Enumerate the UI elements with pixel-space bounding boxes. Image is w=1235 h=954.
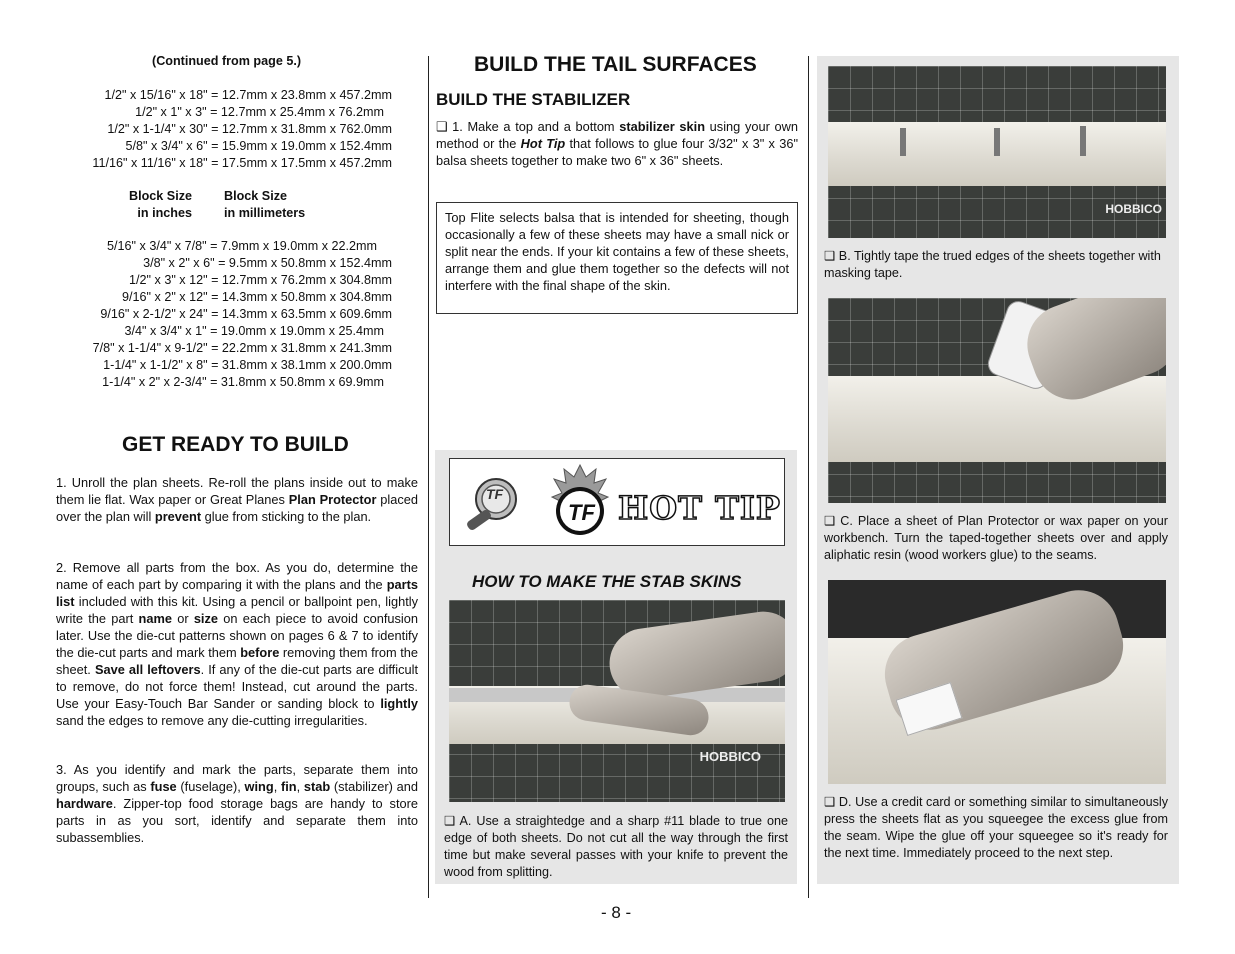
conversion-row: 3/4" x 3/4" x 1" = 19.0mm x 19.0mm x 25.4mm (124, 324, 384, 338)
conversion-row: 11/16" x 11/16" x 18" = 17.5mm x 17.5mm x 457.2mm (92, 156, 392, 170)
conversion-row: 5/16" x 3/4" x 7/8" = 7.9mm x 19.0mm x 22.2mm (107, 239, 377, 253)
conversion-row: 9/16" x 2-1/2" x 24" = 14.3mm x 63.5mm x 609.6mm (100, 307, 392, 321)
block-size-header-inches: Block Size in inches (129, 189, 192, 220)
hot-tip-logo: HOT TIP (618, 489, 781, 527)
photo-b (828, 66, 1166, 238)
note-text: Top Flite selects balsa that is intended for sheeting, though occasionally a few of these sheets may have a small nick or split near the ends. If your kit contains a few of these sheets, arrange them and glue them together so the defects will not interfere with the final shape of the skin. (445, 210, 789, 293)
tf-logo: TF (568, 500, 595, 525)
tape-strip (994, 128, 1000, 156)
tape-strip (900, 128, 906, 156)
conversion-row: 1-1/4" x 2" x 2-3/4" = 31.8mm x 50.8mm x 69.9mm (102, 375, 384, 389)
hot-tip-heading: HOW TO MAKE THE STAB SKINS (472, 572, 742, 591)
conversion-row: 9/16" x 2" x 12" = 14.3mm x 50.8mm x 304.8mm (122, 290, 392, 304)
conversion-row: 1/2" x 15/16" x 18" = 12.7mm x 23.8mm x 457.2mm (104, 88, 392, 102)
conversion-row: 1-1/4" x 1-1/2" x 8" = 31.8mm x 38.1mm x 200.0mm (103, 358, 392, 372)
magnifier-tf-icon (458, 467, 534, 543)
section-title: BUILD THE TAIL SURFACES (474, 53, 757, 76)
column-divider-2 (808, 56, 809, 898)
continued-note: (Continued from page 5.) (152, 54, 302, 68)
page-number: - 8 - (601, 903, 632, 922)
get-ready-title: GET READY TO BUILD (122, 433, 349, 456)
conversion-row: 5/8" x 3/4" x 6" = 15.9mm x 19.0mm x 152.4mm (125, 139, 392, 153)
paragraph-3: 3. As you identify and mark the parts, separate them into groups, such as fuse (fuselage), wing, fin, stab (stabilizer) and hardware. Zipper-top food storage bags are handy to store parts in as you sort, identify and separate them into subassemblies. (56, 762, 418, 845)
tape-strip (1080, 126, 1086, 156)
mat-brand: HOBBICO (699, 749, 761, 764)
paragraph-2: 2. Remove all parts from the box. As you do, determine the name of each part by comparing it with the plans and the parts list included with this kit. Using a pencil or ballpoint pen, lightly write the part name or size on each piece to avoid confusion later. Use the die-cut patterns shown on pages 6 & 7 to identify the die-cut parts and mark them before removing them from the sheet. Save all leftovers. If any of the die-cut parts are difficult to remove, do not force them! Instead, cut around the parts. Use your Easy-Touch Bar Sander or sanding block to lightly sand the edges to remove any die-cutting irregularities. (56, 560, 419, 728)
photo-d (828, 580, 1166, 784)
caption-a: ❑ A. Use a straightedge and a sharp #11 blade to true one edge of both sheets. Do not cut all the way through the first time but make several passes with your knife to prevent the wood from splitting. (444, 814, 788, 879)
caption-c: ❑ C. Place a sheet of Plan Protector or wax paper on your workbench. Turn the taped-together sheets over and apply aliphatic resin (wood workers glue) to the seams. (824, 514, 1168, 562)
conversion-row: 1/2" x 3" x 12" = 12.7mm x 76.2mm x 304.8mm (129, 273, 392, 287)
conversion-row: 7/8" x 1-1/4" x 9-1/2" = 22.2mm x 31.8mm x 241.3mm (92, 341, 392, 355)
conversion-row: 1/2" x 1" x 3" = 12.7mm x 25.4mm x 76.2mm (135, 105, 384, 119)
conversion-table-2 (40, 238, 392, 391)
caption-b: ❑ B. Tightly tape the trued edges of the sheets together with masking tape. (824, 249, 1161, 280)
column-divider-1 (428, 56, 429, 898)
photo-a (449, 600, 785, 802)
note-box (436, 202, 798, 314)
conversion-row: 1/2" x 1-1/4" x 30" = 12.7mm x 31.8mm x 762.0mm (107, 122, 392, 136)
caption-d: ❑ D. Use a credit card or something similar to simultaneously press the sheets flat as you squeegee the excess glue from the seam. Wipe the glue off your squeegee so it's ready for the next time. Immediately proceed to the next step. (824, 795, 1168, 860)
mat-brand: HOBBICO (1105, 202, 1162, 216)
section-subtitle: BUILD THE STABILIZER (436, 90, 631, 109)
tf-logo-magnifier-text: TF (486, 486, 504, 502)
photo-c (828, 298, 1166, 503)
conversion-row: 3/8" x 2" x 6" = 9.5mm x 50.8mm x 152.4mm (143, 256, 392, 270)
step-1: ❑ 1. Make a top and a bottom stabilizer skin using your own method or the Hot Tip that follows to glue four 3/32" x 3" x 36" balsa sheets together to make two 6" x 36" sheets. (436, 119, 798, 168)
paragraph-1: 1. Unroll the plan sheets. Re-roll the plans inside out to make them lie flat. Wax paper or Great Planes Plan Protector placed over the plan will prevent glue from sticking to the plan. (56, 475, 419, 524)
block-size-header-mm: Block Size in millimeters (224, 189, 306, 220)
conversion-table-1 (40, 87, 392, 172)
hot-tip-banner (449, 458, 785, 546)
